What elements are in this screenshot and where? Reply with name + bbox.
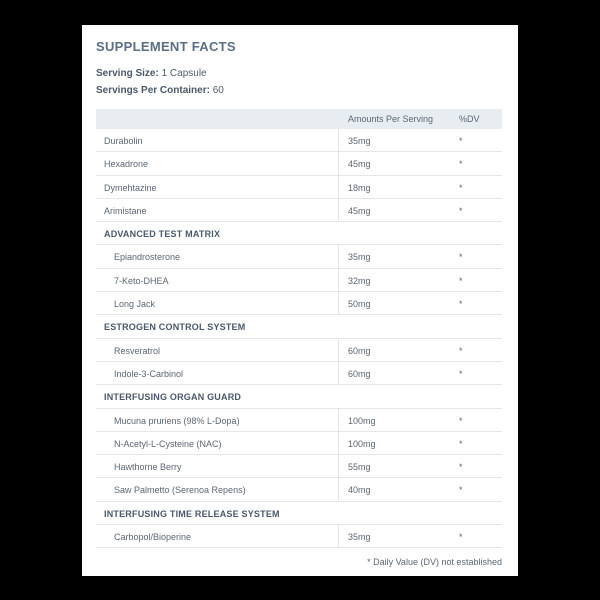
ingredient-name: Epiandrosterone <box>114 252 181 263</box>
section-title: INTERFUSING TIME RELEASE SYSTEM <box>104 508 280 519</box>
section-title: INTERFUSING ORGAN GUARD <box>104 392 242 403</box>
ingredient-dv: * <box>459 532 463 543</box>
ingredient-amount: 35mg <box>348 532 371 543</box>
ingredient-dv: * <box>459 485 463 496</box>
ingredient-dv: * <box>459 182 463 193</box>
table-row <box>96 525 502 548</box>
ingredient-name: Resveratrol <box>114 345 161 356</box>
table-row <box>96 269 502 292</box>
ingredient-dv: * <box>459 159 463 170</box>
serving-size-value: 1 Capsule <box>161 68 207 79</box>
servings-per-container <box>96 85 224 96</box>
ingredient-dv: * <box>459 368 463 379</box>
table-row <box>96 339 502 362</box>
ingredient-amount: 40mg <box>348 485 371 496</box>
ingredient-name: Carbopol/Bioperine <box>114 532 192 543</box>
facts-table <box>96 109 502 548</box>
table-header <box>96 109 502 129</box>
section-header-row <box>96 502 502 525</box>
dv-column-header: %DV <box>459 114 480 124</box>
ingredient-name: Indole-3-Carbinol <box>114 368 184 379</box>
ingredient-amount: 35mg <box>348 136 371 146</box>
ingredient-name: Dymehtazine <box>104 182 157 193</box>
ingredient-amount: 100mg <box>348 415 376 426</box>
amount-column-header: Amounts Per Serving <box>348 114 434 124</box>
ingredient-dv: * <box>459 462 463 473</box>
section-title: ADVANCED TEST MATRIX <box>104 229 221 240</box>
table-row <box>96 478 502 501</box>
table-row <box>96 199 502 222</box>
column-divider <box>338 292 339 314</box>
column-divider <box>338 478 339 500</box>
column-divider <box>338 176 339 198</box>
section-header-row <box>96 222 502 245</box>
ingredient-name: Hawthorne Berry <box>114 462 182 473</box>
column-divider <box>338 455 339 477</box>
column-divider <box>338 432 339 454</box>
ingredient-dv: * <box>459 252 463 263</box>
ingredient-amount: 35mg <box>348 252 371 263</box>
ingredient-dv: * <box>459 136 463 146</box>
ingredient-dv: * <box>459 345 463 356</box>
ingredient-dv: * <box>459 438 463 449</box>
ingredient-dv: * <box>459 275 463 286</box>
table-row <box>96 292 502 315</box>
column-divider <box>338 339 339 361</box>
ingredient-amount: 45mg <box>348 205 371 216</box>
table-row <box>96 129 502 152</box>
ingredient-name: Durabolin <box>104 136 143 146</box>
column-divider <box>338 245 339 267</box>
column-divider <box>338 269 339 291</box>
servings-value: 60 <box>212 85 224 96</box>
table-row <box>96 245 502 268</box>
ingredient-dv: * <box>459 205 463 216</box>
serving-size <box>96 68 207 79</box>
table-row <box>96 455 502 478</box>
ingredient-name: 7-Keto-DHEA <box>114 275 169 286</box>
table-row <box>96 176 502 199</box>
supplement-facts-panel <box>82 25 518 576</box>
ingredient-dv: * <box>459 299 463 310</box>
ingredient-amount: 18mg <box>348 182 371 193</box>
servings-label: Servings Per Container: <box>96 85 210 96</box>
ingredient-name: N-Acetyl-L-Cysteine (NAC) <box>114 438 222 449</box>
ingredient-amount: 55mg <box>348 462 371 473</box>
column-divider <box>338 525 339 547</box>
ingredient-name: Long Jack <box>114 299 156 310</box>
table-row <box>96 432 502 455</box>
table-row <box>96 362 502 385</box>
ingredient-dv: * <box>459 415 463 426</box>
column-divider <box>338 362 339 384</box>
column-divider <box>338 152 339 174</box>
column-divider <box>338 129 339 151</box>
section-header-row <box>96 315 502 338</box>
ingredient-amount: 32mg <box>348 275 371 286</box>
panel-title: SUPPLEMENT FACTS <box>96 39 236 54</box>
table-body <box>96 129 502 548</box>
ingredient-amount: 50mg <box>348 299 371 310</box>
serving-size-label: Serving Size: <box>96 68 159 79</box>
ingredient-amount: 100mg <box>348 438 376 449</box>
section-header-row <box>96 385 502 408</box>
column-divider <box>338 409 339 431</box>
column-divider <box>338 199 339 221</box>
table-row <box>96 152 502 175</box>
ingredient-amount: 60mg <box>348 345 371 356</box>
ingredient-name: Mucuna pruriens (98% L-Dopa) <box>114 415 240 426</box>
ingredient-amount: 60mg <box>348 368 371 379</box>
section-title: ESTROGEN CONTROL SYSTEM <box>104 322 246 333</box>
footnote: * Daily Value (DV) not established <box>367 557 502 567</box>
ingredient-name: Arimistane <box>104 205 147 216</box>
ingredient-amount: 45mg <box>348 159 371 170</box>
ingredient-name: Saw Palmetto (Serenoa Repens) <box>114 485 246 496</box>
ingredient-name: Hexadrone <box>104 159 149 170</box>
table-row <box>96 409 502 432</box>
